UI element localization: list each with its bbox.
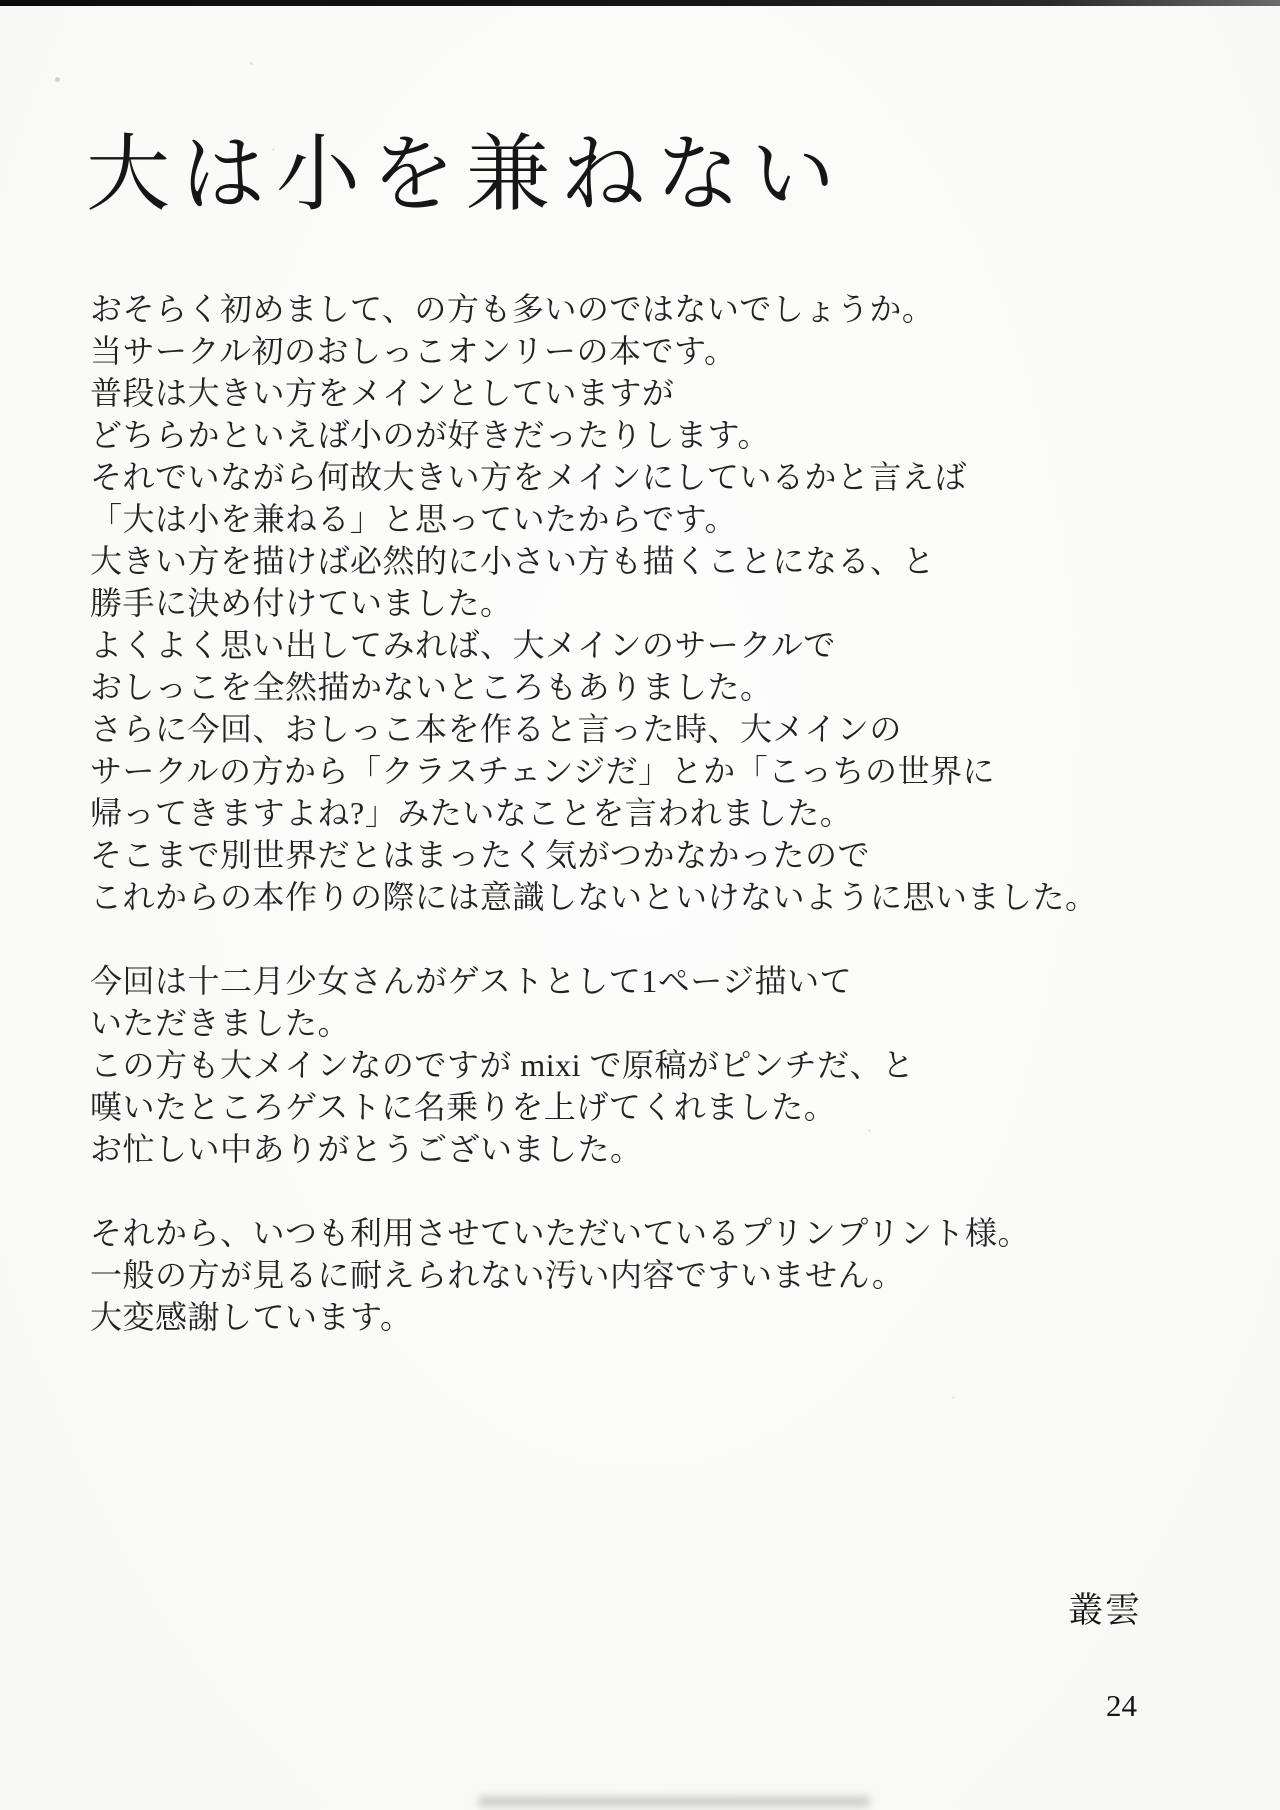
text-line: よくよく思い出してみれば、大メインのサークルで (90, 627, 836, 663)
text-line: それでいながら何故大きい方をメインにしているかと言えば (90, 459, 967, 495)
text-line: そこまで別世界だとはまったく気がつかなかったので (90, 837, 871, 873)
text-line: 帰ってきますよね?」みたいなことを言われました。 (90, 795, 853, 831)
author-signature: 叢雲 (1068, 1591, 1143, 1630)
text-line: 大きい方を描けば必然的に小さい方も描くことになる、と (90, 543, 936, 579)
paragraph-2 (90, 960, 1150, 1170)
page-title: 大は小を兼ねない (86, 129, 847, 222)
text-line: 今回は十二月少女さんがゲストとして1ページ描いて (90, 963, 853, 999)
text-line: それから、いつも利用させていただいているプリンプリント様。 (90, 1215, 1030, 1251)
text-line: 大変感謝しています。 (90, 1299, 413, 1335)
text-line: おそらく初めまして、の方も多いのではないでしょうか。 (90, 291, 935, 327)
text-line: この方も大メインなのですが mixi で原稿がピンチだ、と (90, 1047, 915, 1083)
text-line: 嘆いたところゲストに名乗りを上げてくれました。 (90, 1089, 837, 1125)
page-number: 24 (1106, 1688, 1137, 1723)
scan-edge-artifact (0, 0, 1280, 6)
text-line: これからの本作りの際には意識しないといけないように思いました。 (90, 879, 1098, 915)
text-line: 当サークル初のおしっこオンリーの本です。 (90, 333, 737, 369)
text-line: お忙しい中ありがとうございました。 (90, 1131, 643, 1167)
paragraph-1 (90, 288, 1150, 918)
text-line: いただきました。 (90, 1005, 351, 1041)
afterword-text (90, 288, 1150, 1338)
text-line: 「大は小を兼ねる」と思っていたからです。 (90, 501, 738, 537)
scan-smudge-artifact (478, 1796, 870, 1807)
text-line: 一般の方が見るに耐えられない汚い内容ですいません。 (90, 1257, 905, 1293)
text-line: さらに今回、おしっこ本を作ると言った時、大メインの (90, 711, 902, 747)
text-line: 普段は大きい方をメインとしていますが (90, 375, 675, 411)
text-line: 勝手に決め付けていました。 (90, 585, 513, 621)
text-line: サークルの方から「クラスチェンジだ」とか「こっちの世界に (90, 753, 996, 789)
text-line: おしっこを全然描かないところもありました。 (90, 669, 773, 705)
text-line: どちらかといえば小のが好きだったりします。 (90, 417, 770, 453)
scan-speck (0, 0, 3, 3)
paragraph-3 (90, 1212, 1150, 1338)
